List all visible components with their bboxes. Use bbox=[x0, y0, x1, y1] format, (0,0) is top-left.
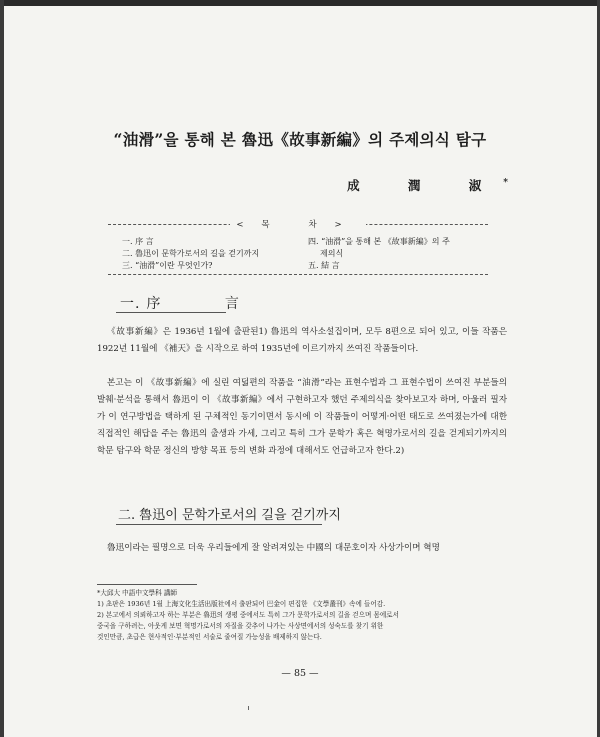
footnote-continued: 중국을 구하려는, 아웃게 보면 혁명가로서의 자질을 갖추어 나가는 사상면에서의 성숙도를 찾기 위한 bbox=[97, 622, 384, 630]
heading-underline bbox=[116, 312, 226, 313]
author-footnote-mark: * bbox=[503, 177, 508, 188]
toc-item: 二. 魯迅이 문학가로서의 길을 걷기까지 bbox=[122, 249, 260, 258]
toc-item: 三. “油滑”이란 무엇인가? bbox=[122, 261, 213, 270]
section-heading-intro bbox=[120, 293, 269, 313]
body-paragraph: 《故事新編》은 1936년 1월에 출판된1) 魯迅의 역사소설집이며, 모두 8편으로 되어 있고, 이들 작품은 1922년 11월에 《補天》을 시작으로 하여 1935년에 이르기까지 쓰여진 작품들이다. bbox=[97, 327, 507, 354]
scan-edge-top bbox=[0, 0, 600, 6]
heading-underline bbox=[116, 524, 322, 525]
author-name bbox=[347, 176, 508, 194]
scan-edge-left bbox=[0, 0, 4, 737]
section-title: 序 言 bbox=[146, 296, 269, 312]
toc-item: 五. 結 言 bbox=[308, 261, 340, 270]
toc-bottom-rule bbox=[108, 274, 488, 275]
footnote-rule bbox=[97, 584, 197, 585]
footnote: 1) 초판은 1936년 1월 上海文化生活出版社에서 출판되어 巴金이 편집한 《文學叢刊》속에 들어감. bbox=[97, 600, 386, 608]
toc-item: 제의식 bbox=[320, 249, 344, 258]
toc-item: 一. 序 言 bbox=[122, 237, 154, 246]
scan-speck bbox=[248, 706, 249, 710]
section-number: 一. bbox=[120, 296, 141, 312]
toc-item: 四. “油滑”을 통해 본 《故事新編》의 주 bbox=[308, 237, 450, 246]
toc-heading: <목 차> bbox=[108, 218, 488, 230]
section-heading-two: 二. 魯迅이 문학가로서의 길을 걷기까지 bbox=[118, 508, 341, 523]
author-text: 成 潤 淑 bbox=[347, 178, 504, 193]
footnote-continued: 것인만큼, 초급은 현사적인·부분적인 서술로 줄여질 가능성을 배제하지 않는다. bbox=[97, 633, 322, 641]
footnote: 2) 본고에서 의뢰하고자 하는 부분은 魯迅의 생평 중에서도 특히 그가 문학가로서의 길을 걷으며 몸에로서 bbox=[97, 611, 399, 619]
body-paragraph: 魯迅이라는 필명으로 더욱 우리들에게 잘 알려져있는 中國의 대문호이자 사상가이며 혁명 bbox=[107, 543, 440, 553]
body-paragraph: 본고는 이 《故事新編》에 실린 여덟편의 작품을 “油滑”라는 표현수법과 그 표현수법이 쓰여진 부분들의 발췌·분석을 통해서 魯迅이 이 《故事新編》에서 구현하고자 했던 주제의식을 찾아보고자 하며, 아울러 필자가 이 연구방법을 택하게 된 구체적인 동기이면서 동시에 이 작품들이 어떻게·어떤 태도로 쓰여졌는가에 대한 직접적인 해답을 주는 魯迅의 출생과 가세, 그리고 특히 그가 문학가 혹은 혁명가로서의 길을 걷게되기까지의 학문 탐구와 학문 정신의 방향 목표 등의 변화 과정에 대해서도 언급하고자 한다.2) bbox=[97, 378, 507, 456]
table-of-contents bbox=[108, 218, 488, 278]
footnote: *大邱大 中語中文學科 講師 bbox=[97, 589, 178, 597]
paper-title: “油滑”을 통해 본 魯迅《故事新編》의 주제의식 탐구 bbox=[113, 130, 487, 149]
page-number: — 85 — bbox=[281, 668, 319, 679]
